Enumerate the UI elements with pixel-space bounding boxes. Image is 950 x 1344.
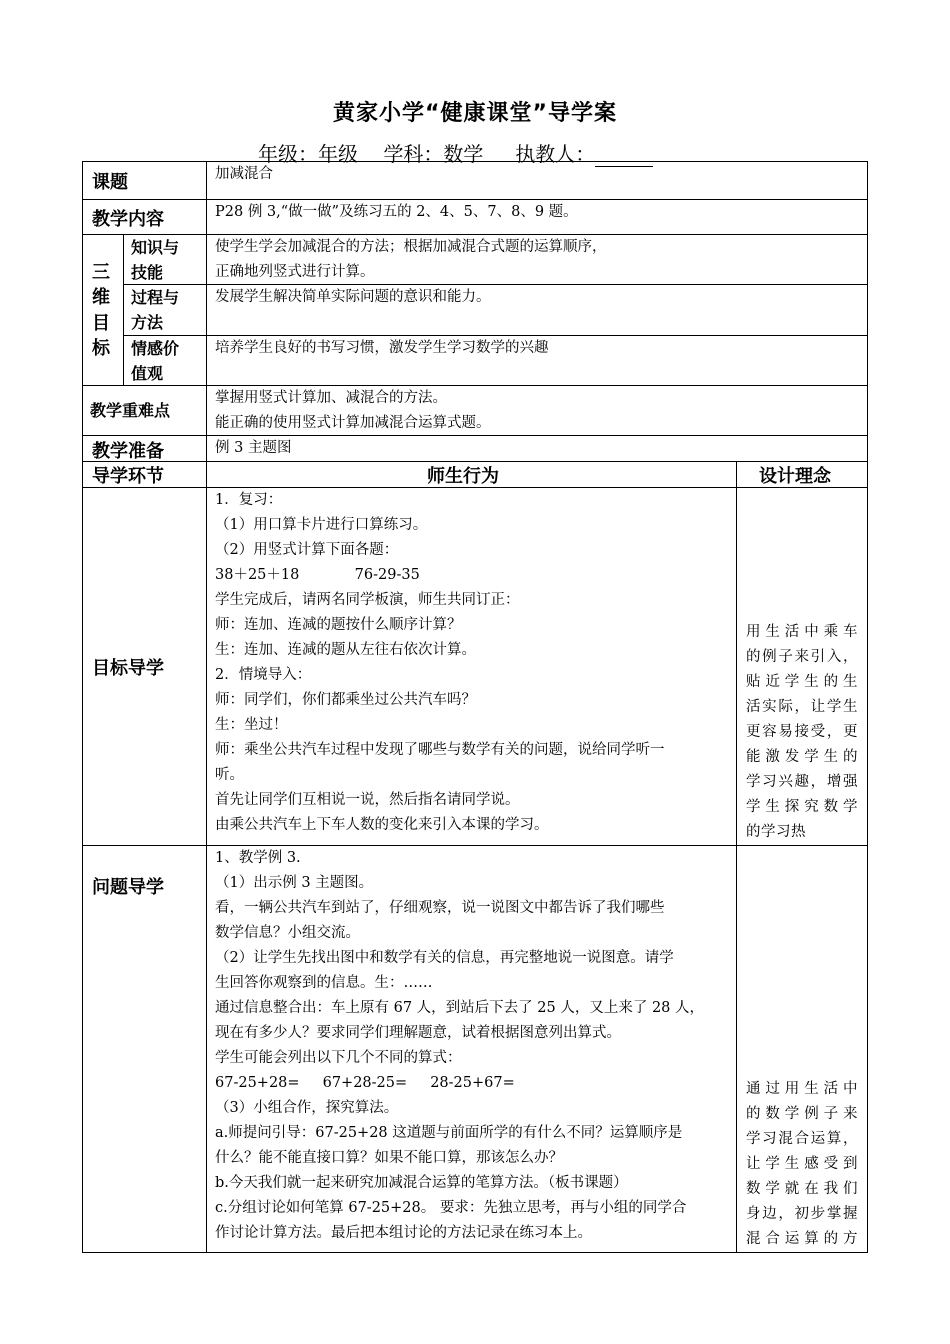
grade-label: 年级：年级 — [258, 142, 358, 166]
topic-value: 加减混合 — [215, 166, 273, 182]
goal-emotion-label: 情感价 值观 — [131, 339, 180, 383]
header-stage: 导学环节 — [92, 466, 164, 487]
header-activity: 师生行为 — [427, 466, 499, 487]
key-points-text: 掌握用竖式计算加、减混合的方法。 能正确的使用竖式计算加减混合运算式题。 — [215, 390, 491, 431]
content-label: 教学内容 — [92, 209, 164, 230]
section-stage-label: 问题导学 — [92, 877, 164, 898]
goal-knowledge-label: 知识与 技能 — [131, 238, 180, 282]
header-design: 设计理念 — [759, 466, 831, 487]
goal-emotion-text: 培养学生良好的书写习惯，激发学生学习数学的兴趣 — [215, 340, 549, 356]
section-activity-text: 1、教学例 3. （1）出示例 3 主题图。 看，一辆公共汽车到站了，仔细观察，说一说图文中都告诉了我们哪些 数学信息？小组交流。 （2）让学生先找出图中和数学有关的信息，再完整地说一说图意。请学 生回答你观察到的信息。生：…… 通过信息整合出：车上原有 67 人，到站后下去了 25 人，又上来了 28 人， 现在有多少人？要求同学们理解题意，试着根据图意列出算式。 学生可能会列出以下几个不同的算式： 67-25+28= 67+28-25= 28-25+67= （3）小组合作，探究算法。 a.师提问引导：67-25+28 这道题与前面所学的有什么不同？运算顺序是 什么？能不能直接口算？如果不能口算，那该怎么办？ b.今天我们就一起来研究加减混合运算的笔算方法。（板书课题） c.分组讨论如何笔算 67-25+28。 要求：先独立思考，再与小组的同学合 作讨论计算方法。最后把本组讨论的方法记录在练习本上。 — [215, 850, 705, 1241]
teacher-blank — [595, 148, 653, 167]
section-activity-text: 1．复习： （1）用口算卡片进行口算练习。 （2）用竖式计算下面各题： 38＋25＋18 76-29-35 学生完成后，请两名同学板演，师生共同订正： 师：连加、连减的题按什么顺序计算？ 生：连加、连减的题从左往右依次计算。 2．情境导入： 师：同学们，你们都乘坐过公共汽车吗？ 生：坐过！ 师：乘坐公共汽车过程中发现了哪些与数学有关的问题，说给同学听一 听。 首先让同学们互相说一说，然后指名请同学说。 由乘公共汽车上下车人数的变化来引入本课的学习。 — [215, 492, 665, 833]
goal-process-text: 发展学生解决简单实际问题的意识和能力。 — [215, 289, 491, 305]
teacher-label: 执教人： — [515, 142, 596, 166]
section-design-text: 用生活中乘车 的例子来引入， 贴近学生的生 活实际，让学生 更容易接受，更 能激发学生的 学习兴趣，增强 学生探究数学 的学习热 — [746, 624, 858, 840]
goal-knowledge-text: 使学生学会加减混合的方法；根据加减混合式题的运算顺序， 正确地列竖式进行计算。 — [215, 239, 607, 280]
preparation-label: 教学准备 — [92, 441, 164, 462]
topic-label: 课题 — [92, 172, 128, 193]
section-stage-label: 目标导学 — [92, 658, 164, 679]
key-points-label: 教学重难点 — [90, 401, 171, 420]
content-value: P28 例 3,“做一做”及练习五的 2、4、5、7、8、9 题。 — [215, 204, 578, 220]
document-subtitle — [258, 138, 653, 167]
goal-process-label: 过程与 方法 — [131, 288, 180, 332]
preparation-value: 例 3 主题图 — [215, 440, 292, 456]
subject-label: 学科：数学 — [383, 142, 484, 166]
section-design-text: 通过用生活中 的数学例子来 学习混合运算， 让学生感受到 数学就在我们 身边，初步掌握 混合运算的方 — [746, 1081, 858, 1247]
document-title: 黄家小学“健康课堂”导学案 — [333, 101, 617, 126]
